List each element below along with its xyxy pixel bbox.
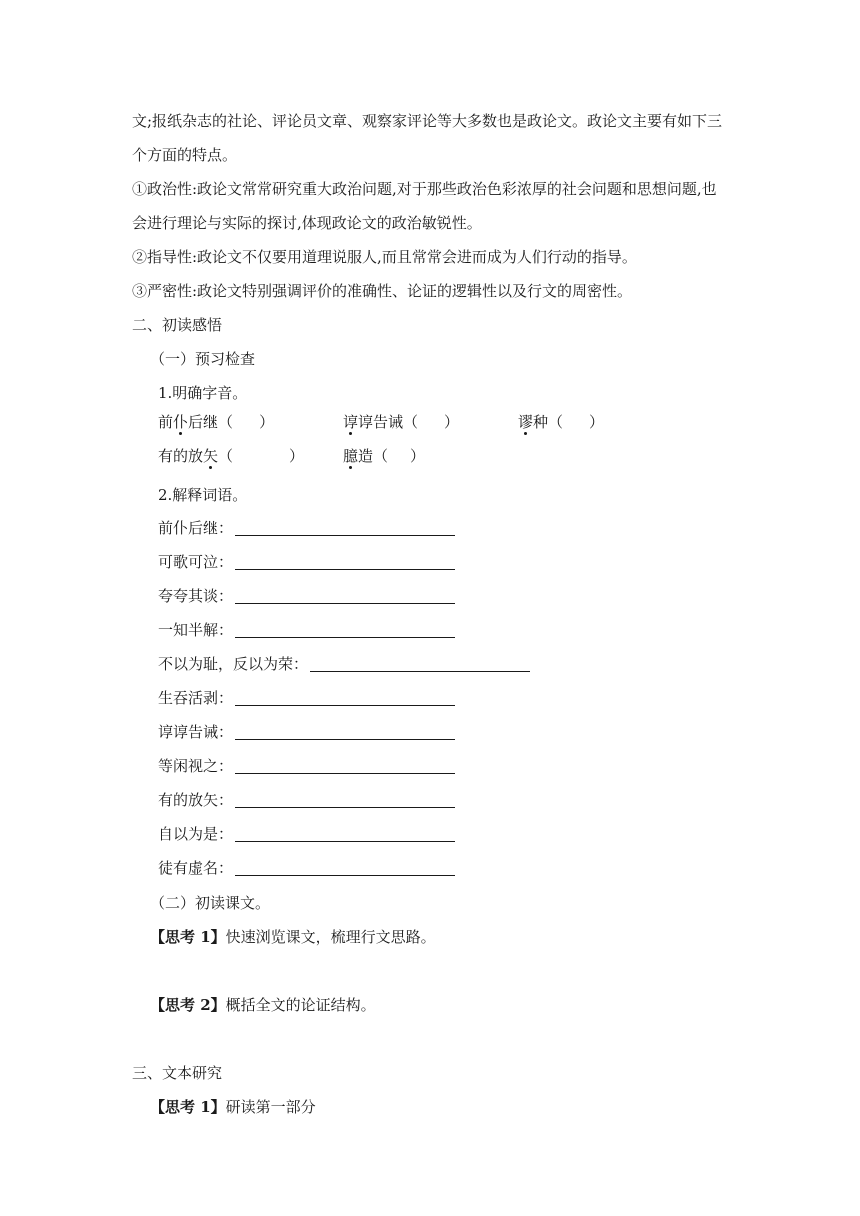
answer-blank[interactable] xyxy=(235,689,455,706)
think-text: 研读第一部分 xyxy=(225,1098,316,1116)
term-row xyxy=(158,550,455,574)
term-row xyxy=(158,754,455,778)
feature-guidance: ②指导性:政论文不仅要用道理说服人,而且常常会进而成为人们行动的指导。 xyxy=(132,248,637,266)
paren-close: ） xyxy=(444,413,460,431)
pinyin-text: 谆告诫 xyxy=(358,413,404,431)
pinyin-dotted-char: 臆 xyxy=(343,447,359,465)
pinyin-text: 造 xyxy=(358,447,374,465)
answer-blank[interactable] xyxy=(235,519,455,536)
feature-political-line-2: 会进行理论与实际的探讨,体现政论文的政治敏锐性。 xyxy=(132,214,482,232)
pinyin-item-youdifangshi xyxy=(158,444,304,468)
answer-blank[interactable] xyxy=(235,859,455,876)
term-row xyxy=(158,516,455,540)
feature-rigor: ③严密性:政论文特别强调评价的准确性、论证的逻辑性以及行文的周密性。 xyxy=(132,282,633,300)
answer-blank[interactable] xyxy=(310,655,530,672)
intro-line-1: 文;报纸杂志的社论、评论员文章、观察家评论等大多数也是政论文。政论文主要有如下三 xyxy=(132,112,723,130)
answer-blank[interactable] xyxy=(235,621,455,638)
paren-open: （ xyxy=(373,447,389,465)
section-3-think-1-prompt xyxy=(150,1090,750,1124)
paren-close: ） xyxy=(589,413,605,431)
pinyin-dotted-char: 仆 xyxy=(173,413,189,431)
pinyin-dotted-char: 谆 xyxy=(343,413,359,431)
term-label: 一知半解： xyxy=(158,621,234,639)
pinyin-item-zhunzhun xyxy=(343,410,459,434)
pinyin-item-yizao xyxy=(343,444,425,468)
feature-political-line-1: ①政治性:政论文常常研究重大政治问题,对于那些政治色彩浓厚的社会问题和思想问题,也 xyxy=(132,180,717,198)
term-row xyxy=(158,720,455,744)
answer-blank[interactable] xyxy=(235,825,455,842)
pinyin-text: 前 xyxy=(158,413,174,431)
section-2-heading: 二、初读感悟 xyxy=(132,316,223,334)
answer-blank[interactable] xyxy=(235,553,455,570)
think-label: 【思考 2】 xyxy=(150,996,226,1014)
paren-open: （ xyxy=(218,447,234,465)
answer-blank[interactable] xyxy=(235,791,455,808)
think-1-prompt xyxy=(150,920,750,954)
term-label: 谆谆告诫： xyxy=(158,723,234,741)
think-2-prompt xyxy=(150,988,750,1022)
answer-blank[interactable] xyxy=(235,757,455,774)
paren-close: ） xyxy=(289,447,305,465)
pinyin-item-miuzhong xyxy=(518,410,604,434)
section-3-heading: 三、文本研究 xyxy=(132,1064,223,1082)
term-row xyxy=(158,652,530,676)
think-text: 快速浏览课文，梳理行文思路。 xyxy=(225,928,436,946)
term-label: 生吞活剥： xyxy=(158,689,234,707)
pinyin-item-qianpuhouji xyxy=(158,410,274,434)
term-row xyxy=(158,618,455,642)
term-label: 可歌可泣： xyxy=(158,553,234,571)
term-label: 徒有虚名： xyxy=(158,859,234,877)
think-text: 概括全文的论证结构。 xyxy=(225,996,376,1014)
term-row xyxy=(158,788,455,812)
paren-open: （ xyxy=(403,413,419,431)
term-label: 等闲视之： xyxy=(158,757,234,775)
term-label: 不以为耻，反以为荣： xyxy=(158,655,309,673)
term-label: 前仆后继： xyxy=(158,519,234,537)
paren-open: （ xyxy=(218,413,234,431)
term-row xyxy=(158,822,455,846)
term-row xyxy=(158,686,455,710)
explain-terms-question: 2.解释词语。 xyxy=(158,486,248,504)
pronunciation-question: 1.明确字音。 xyxy=(158,384,248,402)
preview-check-heading: （一）预习检查 xyxy=(150,350,256,368)
pinyin-text: 有的放 xyxy=(158,447,204,465)
term-label: 有的放矢： xyxy=(158,791,234,809)
think-label: 【思考 1】 xyxy=(150,1098,226,1116)
pinyin-dotted-char: 矢 xyxy=(203,447,219,465)
term-row xyxy=(158,856,455,880)
think-label: 【思考 1】 xyxy=(150,928,226,946)
pinyin-dotted-char: 谬 xyxy=(518,413,534,431)
paren-close: ） xyxy=(259,413,275,431)
first-reading-heading: （二）初读课文。 xyxy=(150,894,271,912)
paren-close: ） xyxy=(410,447,426,465)
answer-blank[interactable] xyxy=(235,587,455,604)
term-label: 自以为是： xyxy=(158,825,234,843)
term-row xyxy=(158,584,455,608)
answer-blank[interactable] xyxy=(235,723,455,740)
pinyin-text: 后继 xyxy=(188,413,219,431)
intro-line-2: 个方面的特点。 xyxy=(132,146,238,164)
paren-open: （ xyxy=(548,413,564,431)
pinyin-text: 种 xyxy=(533,413,549,431)
term-label: 夸夸其谈： xyxy=(158,587,234,605)
